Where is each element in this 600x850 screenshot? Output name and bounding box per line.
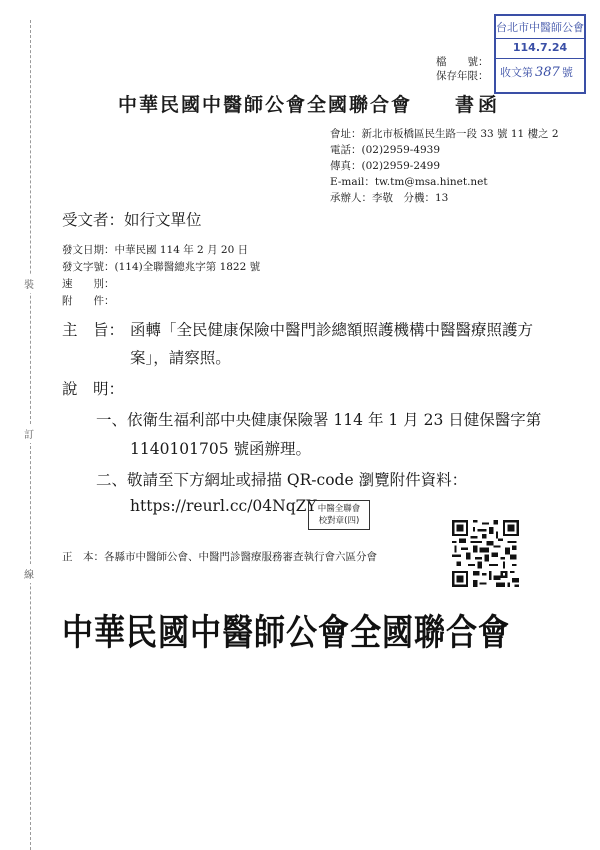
recipient-value: 如行文單位 xyxy=(124,211,202,229)
recipient-label: 受文者： xyxy=(62,211,125,229)
explanation-item-1-line-2: 1140101705 號函辦理。 xyxy=(130,440,312,458)
proofreading-stamp-line-2: 校對章(四) xyxy=(318,516,360,526)
contact-handler: 承辦人：李敬 分機：13 xyxy=(330,192,449,204)
contact-address: 會址：新北市板橋區民生路一段 33 號 11 樓之 2 xyxy=(330,128,559,140)
subject-line-2: 案」，請察照。 xyxy=(130,349,231,367)
issue-date-value: 中華民國 114 年 2 月 20 日 xyxy=(114,244,249,256)
received-stamp-number: 387 xyxy=(535,65,560,80)
file-number-label: 檔 號： xyxy=(436,56,489,68)
issue-date-label: 發文日期： xyxy=(62,244,115,256)
binding-char-2: 訂 xyxy=(24,424,34,443)
binding-char-1: 裝 xyxy=(24,274,34,293)
document-title: 中華民國中醫師公會全國聯合會 xyxy=(118,94,413,116)
attachment-label: 附 件： xyxy=(62,295,115,307)
reference-value: (114)全聯醫總兆字第 1822 號 xyxy=(114,261,261,273)
received-stamp-org: 台北市中醫師公會 xyxy=(496,19,584,39)
reference-label: 發文字號： xyxy=(62,261,115,273)
cc-recipients: 正 本：各縣市中醫師公會、中醫門診醫療服務審查執行會六區分會 xyxy=(62,551,377,563)
reference-row xyxy=(62,259,260,274)
explanation-item-2-line-1: 二、敬請至下方網址或掃描 QR-code 瀏覽附件資料： xyxy=(96,471,468,489)
qr-code-icon xyxy=(452,520,519,587)
contact-phone: 電話：(02)2959-4939 xyxy=(330,144,441,156)
explanation-item-1-line-1: 一、依衛生福利部中央健康保險署 114 年 1 月 23 日健保醫字第 xyxy=(96,411,542,429)
received-stamp-number-row xyxy=(496,64,584,80)
proofreading-stamp xyxy=(308,500,370,530)
received-stamp-prefix: 收文第 xyxy=(500,66,533,79)
contact-email: E-mail：tw.tm@msa.hinet.net xyxy=(330,176,488,188)
document-type: 書函 xyxy=(455,94,502,116)
proofreading-stamp-line-1: 中醫全聯會 xyxy=(317,504,361,514)
retention-label: 保存年限： xyxy=(436,70,489,82)
recipient-row xyxy=(62,208,202,230)
subject-label: 主 旨： xyxy=(62,321,125,339)
binding-char-3: 線 xyxy=(24,564,34,583)
attachment-url: https://reurl.cc/04NqZY xyxy=(130,497,317,515)
received-stamp xyxy=(494,14,586,94)
issue-date-row xyxy=(62,242,248,257)
organization-seal: 中華民國中醫師公會全國聯合會 xyxy=(62,612,510,654)
explanation-label: 說 明： xyxy=(62,380,125,398)
speed-label: 速 別： xyxy=(62,278,115,290)
received-stamp-suffix: 號 xyxy=(561,66,573,79)
contact-fax: 傳真：(02)2959-2499 xyxy=(330,160,441,172)
received-stamp-date: 114.7.24 xyxy=(496,41,584,59)
subject-line-1: 函轉「全民健康保險中醫門診總額照護機構中醫醫療照護方 xyxy=(130,321,534,339)
